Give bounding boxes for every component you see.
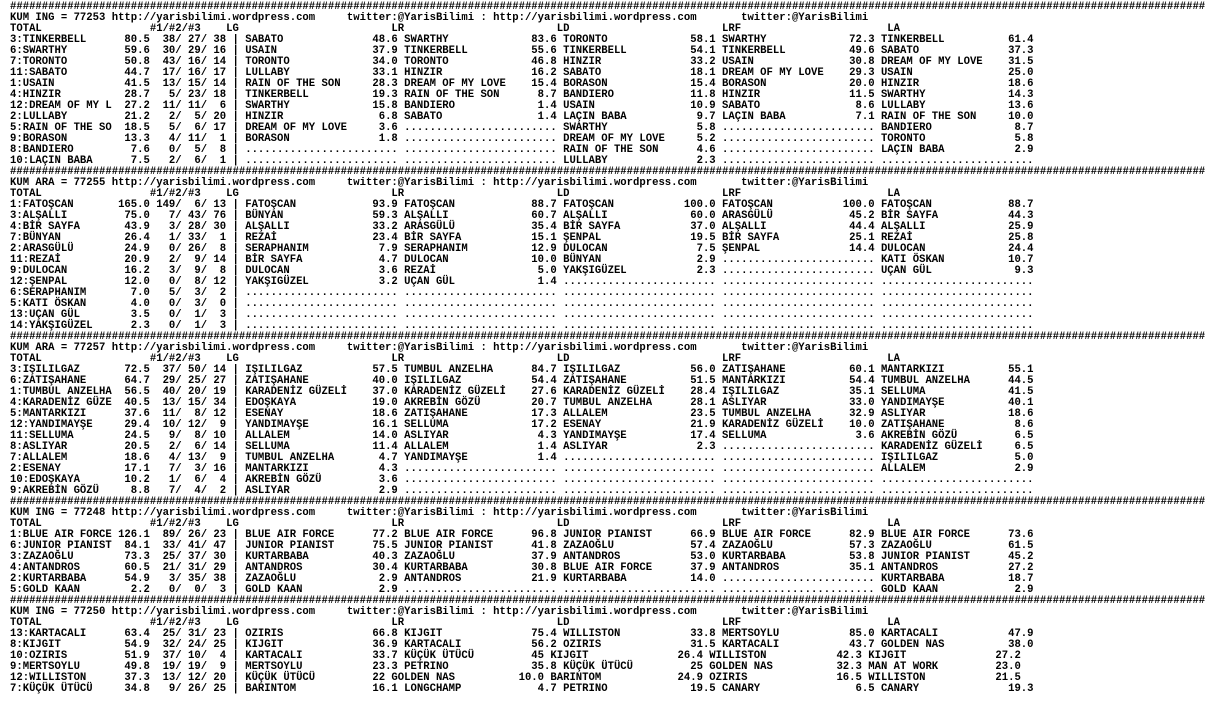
race-header: KUM ARA = 77257 http://yarisbilimi.wordpress.com twitter:@YarisBilimi : http://yarisbilimi.wordpress.com twitter:@YarisBilimi [10,342,869,354]
horse-row: 13:KARTACALI 63.4 25/ 31/ 23 | OZIRIS 66.8 KIJGIT 75.4 WILLISTON 33.8 MERTSOYLU 85.0 KARTACALI 47.9 [10,628,1034,640]
horse-row: 8:KIJGIT 54.9 32/ 24/ 25 | KIJGIT 36.9 KARTACALI 56.2 OZIRIS 31.5 KARTACALI 43.7 GOLDEN NAS 38.0 [10,639,1034,651]
horse-row: 14:YAKŞIGÜZEL 2.3 0/ 1/ 3 | ........................ ........................ ........................ ........................ ........................ [10,320,1034,332]
horse-row: 3:ZAZAOĞLU 73.3 25/ 37/ 30 | KURTARBABA 40.3 ZAZAOĞLU 37.9 ANTANDROS 53.0 KURTARBABA 53.8 JUNIOR PIANIST 45.2 [10,551,1034,563]
race-header: KUM ING = 77248 http://yarisbilimi.wordpress.com twitter:@YarisBilimi : http://yarisbilimi.wordpress.com twitter:@YarisBilimi [10,507,869,519]
horse-row: 3:ALŞALLI 75.0 7/ 43/ 76 | BÜNYAN 59.3 ALŞALLI 60.7 ALŞALLI 60.0 ARASGÜLÜ 45.2 BİR SAYFA 44.3 [10,210,1034,222]
horse-row: 7:ALLALEM 18.6 4/ 13/ 9 | TUMBUL ANZELHA 4.7 YANDIMAYŞE 1.4 ........................ ........................ IŞILILGAZ 5.0 [10,452,1034,464]
horse-row: 5:KATI ÖSKAN 4.0 0/ 3/ 0 | ........................ ........................ ........................ ........................ ........................ [10,298,1034,310]
horse-row: 9:MERTSOYLU 49.8 19/ 19/ 9 | MERTSOYLU 23.3 PETRINO 35.8 KÜÇÜK ÜTÜCÜ 25 GOLDEN NAS 32.3 MAN AT WORK 23.0 [10,661,1021,673]
horse-row: 9:DULOCAN 16.2 3/ 9/ 8 | DULOCAN 3.6 REZAİ 5.0 YAKŞIGÜZEL 2.3 ........................ UÇAN GÜL 9.3 [10,265,1034,277]
horse-row: 10:EDOŞKAYA 10.2 1/ 6/ 4 | AKREBİN GÖZÜ 3.6 ........................ ........................ ........................ ........................ [10,474,1034,486]
column-header: TOTAL #1/#2/#3 LG LR LD LRF LA [10,617,901,629]
horse-row: 10:LAÇIN BABA 7.5 2/ 6/ 1 | ........................ ........................ LULLABY 2.3 ........................ ........................ [10,155,1034,167]
section-separator: ############################################################################################################################################################################################ [10,1,1205,13]
horse-row: 11:REZAİ 20.9 2/ 9/ 14 | BİR SAYFA 4.7 DULOCAN 10.0 BÜNYAN 2.9 ........................ KATI ÖSKAN 10.7 [10,254,1034,266]
horse-row: 1:FATOŞCAN 165.0 149/ 6/ 13 | FATOŞCAN 93.9 FATOŞCAN 88.7 FATOŞCAN 100.0 FATOŞCAN 100.0 FATOŞCAN 88.7 [10,199,1034,211]
column-header: TOTAL #1/#2/#3 LG LR LD LRF LA [10,518,901,530]
horse-row: 12:WILLISTON 37.3 13/ 12/ 20 | KÜÇÜK ÜTÜCÜ 22 GOLDEN NAS 10.0 BARINTOM 24.9 OZIRIS 16.5 WILLISTON 21.5 [10,672,1021,684]
horse-row: 13:UÇAN GÜL 3.5 0/ 1/ 3 | ........................ ........................ ........................ ........................ ........................ [10,309,1034,321]
horse-row: 5:GOLD KAAN 2.2 0/ 0/ 3 | GOLD KAAN 2.9 ........................ ........................ ........................ GOLD KAAN 2.9 [10,584,1034,596]
horse-row: 3:TINKERBELL 80.5 38/ 27/ 38 | SABATO 48.6 SWARTHY 83.6 TORONTO 58.1 SWARTHY 72.3 TINKERBELL 61.4 [10,34,1034,46]
horse-row: 1:TUMBUL ANZELHA 56.5 40/ 20/ 19 | KARADENİZ GÜZELİ 37.0 KARADENİZ GÜZELİ 27.6 KARADENİZ GÜZELİ 28.4 IŞILILGAZ 35.1 SELLUMA 41.5 [10,386,1034,398]
horse-row: 2:ARASGÜLÜ 24.9 0/ 26/ 8 | SERAPHANIM 7.9 SERAPHANIM 12.9 DULOCAN 7.5 ŞENPAL 14.4 DULOCAN 24.4 [10,243,1034,255]
horse-row: 2:KURTARBABA 54.9 3/ 35/ 38 | ZAZAOĞLU 2.9 ANTANDROS 21.9 KURTARBABA 14.0 ........................ KURTARBABA 18.7 [10,573,1034,585]
column-header: TOTAL #1/#2/#3 LG LR LD LRF LA [10,353,901,365]
section-separator: ############################################################################################################################################################################################ [10,331,1205,343]
horse-row: 7:KÜÇÜK ÜTÜCÜ 34.8 9/ 26/ 25 | BARINTOM 16.1 LONGCHAMP 4.7 PETRINO 19.5 CANARY 6.5 CANARY 19.3 [10,683,1034,695]
section-separator: ############################################################################################################################################################################################ [10,595,1205,607]
section-separator: ############################################################################################################################################################################################ [10,496,1205,508]
horse-row: 2:ESENAY 17.1 7/ 3/ 16 | MANTARKIZI 4.3 ........................ ........................ ........................ ALLALEM 2.9 [10,463,1034,475]
horse-row: 6:SERAPHANIM 7.0 5/ 3/ 2 | ........................ ........................ ........................ ........................ ........................ [10,287,1034,299]
horse-row: 7:BÜNYAN 26.4 1/ 33/ 1 | REZAİ 23.4 BİR SAYFA 15.1 ŞENPAL 19.5 BİR SAYFA 25.1 REZAİ 25.8 [10,232,1034,244]
horse-row: 5:MANTARKIZI 37.6 11/ 8/ 12 | ESENAY 18.6 ZATIŞAHANE 17.3 ALLALEM 23.5 TUMBUL ANZELHA 32.9 ASLIYAR 18.6 [10,408,1034,420]
horse-row: 6:JUNIOR PIANIST 84.1 33/ 41/ 47 | JUNIOR PIANIST 75.5 JUNIOR PIANIST 41.8 ZAZAOĞLU 57.4 ZAZAOĞLU 57.3 ZAZAOĞLU 61.5 [10,540,1034,552]
horse-row: 12:YANDIMAYŞE 29.4 10/ 12/ 9 | YANDIMAYŞE 16.1 SELLUMA 17.2 ESENAY 21.9 KARADENİZ GÜZELİ 10.0 ZATIŞAHANE 8.6 [10,419,1034,431]
horse-row: 8:ASLIYAR 20.5 2/ 6/ 14 | SELLUMA 11.4 ALLALEM 1.4 ASLIYAR 2.3 ........................ KARADENİZ GÜZELİ 6.5 [10,441,1034,453]
horse-row: 8:BANDIERO 7.6 0/ 5/ 8 | ........................ ........................ RAIN OF THE SON 4.6 ........................ LAÇIN BABA 2.9 [10,144,1034,156]
horse-row: 6:ZATIŞAHANE 64.7 29/ 25/ 27 | ZATIŞAHANE 40.0 IŞILILGAZ 54.4 ZATIŞAHANE 51.5 MANTARKIZI 54.4 TUMBUL ANZELHA 44.5 [10,375,1034,387]
horse-row: 3:IŞILILGAZ 72.5 37/ 50/ 14 | IŞILILGAZ 57.5 TUMBUL ANZELHA 84.7 IŞILILGAZ 56.0 ZATIŞAHANE 60.1 MANTARKIZI 55.1 [10,364,1034,376]
column-header: TOTAL #1/#2/#3 LG LR LD LRF LA [10,23,901,35]
horse-row: 4:ANTANDROS 60.5 21/ 31/ 29 | ANTANDROS 30.4 KURTARBABA 30.8 BLUE AIR FORCE 37.9 ANTANDROS 35.1 ANTANDROS 27.2 [10,562,1034,574]
column-header: TOTAL #1/#2/#3 LG LR LD LRF LA [10,188,901,200]
race-header: KUM ING = 77253 http://yarisbilimi.wordpress.com twitter:@YarisBilimi : http://yarisbilimi.wordpress.com twitter:@YarisBilimi [10,12,869,24]
horse-row: 11:SELLUMA 24.5 9/ 8/ 10 | ALLALEM 14.0 ASLIYAR 4.3 YANDIMAYŞE 17.4 SELLUMA 3.6 AKREBİN GÖZÜ 6.5 [10,430,1034,442]
horse-row: 1:USAIN 41.5 13/ 15/ 14 | RAIN OF THE SON 28.3 DREAM OF MY LOVE 15.4 BORASON 15.4 BORASON 20.0 HINZIR 18.6 [10,78,1034,90]
horse-row: 12:ŞENPAL 12.0 0/ 8/ 12 | YAKŞIGÜZEL 3.2 UÇAN GÜL 1.4 ........................ ........................ ........................ [10,276,1034,288]
horse-row: 9:AKREBİN GÖZÜ 8.8 7/ 4/ 2 | ASLIYAR 2.9 ........................ ........................ ........................ ........................ [10,485,1034,497]
horse-row: 12:DREAM OF MY L 27.2 11/ 11/ 6 | SWARTHY 15.8 BANDIERO 1.4 USAIN 10.9 SABATO 8.6 LULLABY 13.6 [10,100,1034,112]
horse-row: 4:HINZIR 28.7 5/ 23/ 18 | TINKERBELL 19.3 RAIN OF THE SON 8.7 BANDIERO 11.8 HINZIR 11.5 SWARTHY 14.3 [10,89,1034,101]
horse-row: 4:KARADENİZ GÜZE 40.5 13/ 15/ 34 | EDOŞKAYA 19.0 AKREBİN GÖZÜ 20.7 TUMBUL ANZELHA 28.1 ASLIYAR 33.0 YANDIMAYŞE 40.1 [10,397,1034,409]
race-header: KUM ING = 77250 http://yarisbilimi.wordpress.com twitter:@YarisBilimi : http://yarisbilimi.wordpress.com twitter:@YarisBilimi [10,606,869,618]
horse-row: 4:BİR SAYFA 43.9 3/ 28/ 30 | ALŞALLI 33.2 ARASGÜLÜ 35.4 BİR SAYFA 37.0 ALŞALLI 44.4 ALŞALLI 25.9 [10,221,1034,233]
horse-row: 11:SABATO 44.7 17/ 16/ 17 | LULLABY 33.1 HINZIR 16.2 SABATO 18.1 DREAM OF MY LOVE 29.3 USAIN 25.0 [10,67,1034,79]
horse-row: 5:RAIN OF THE SO 18.5 5/ 6/ 17 | DREAM OF MY LOVE 3.6 ........................ SWARTHY 5.8 ........................ BANDIERO 8.7 [10,122,1034,134]
race-header: KUM ARA = 77255 http://yarisbilimi.wordpress.com twitter:@YarisBilimi : http://yarisbilimi.wordpress.com twitter:@YarisBilimi [10,177,869,189]
horse-row: 1:BLUE AIR FORCE 126.1 89/ 26/ 23 | BLUE AIR FORCE 77.2 BLUE AIR FORCE 96.8 JUNIOR PIANIST 66.9 BLUE AIR FORCE 82.9 BLUE AIR FORCE 73.6 [10,529,1034,541]
section-separator: ############################################################################################################################################################################################ [10,166,1205,178]
horse-row: 10:OZIRIS 51.9 37/ 10/ 4 | KARTACALI 33.7 KÜÇÜK ÜTÜCÜ 45 KIJGIT 26.4 WILLISTON 42.3 KIJGIT 27.2 [10,650,1021,662]
horse-row: 6:SWARTHY 59.6 30/ 29/ 16 | USAIN 37.9 TINKERBELL 55.6 TINKERBELL 54.1 TINKERBELL 49.6 SABATO 37.3 [10,45,1034,57]
horse-row: 7:TORONTO 50.8 43/ 16/ 14 | TORONTO 34.0 TORONTO 46.8 HINZIR 33.2 USAIN 30.8 DREAM OF MY LOVE 31.5 [10,56,1034,68]
horse-row: 2:LULLABY 21.2 2/ 5/ 20 | HINZIR 6.8 SABATO 1.4 LAÇIN BABA 9.7 LAÇIN BABA 7.1 RAIN OF THE SON 10.0 [10,111,1034,123]
horse-row: 9:BORASON 13.3 4/ 11/ 1 | BORASON 1.8 ........................ DREAM OF MY LOVE 5.2 ........................ TORONTO 5.8 [10,133,1034,145]
